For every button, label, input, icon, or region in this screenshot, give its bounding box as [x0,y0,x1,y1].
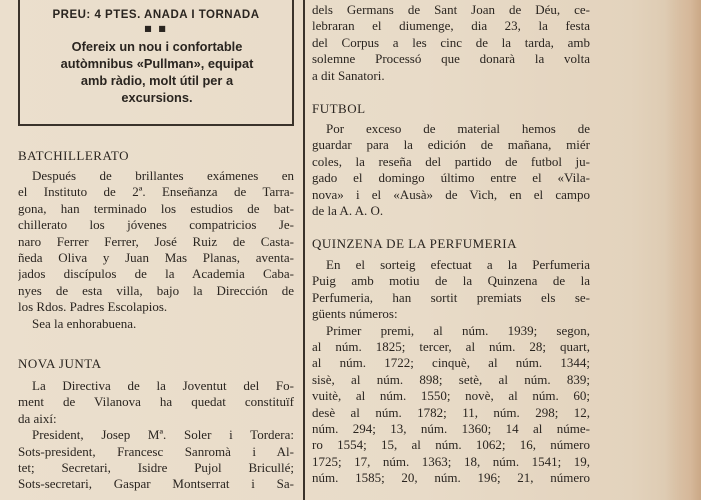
nova-junta-heading: NOVA JUNTA [18,356,102,371]
article-line: Sots-president, Francesc Sanromà i Al- [18,443,294,459]
article-line: vuitè, al núm. 1550; novè, al núm. 60; [312,388,590,404]
batxillerato-heading: BATCHILLERATO [18,148,129,163]
quinzena-heading: QUINZENA DE LA PERFUMERIA [312,236,517,251]
article-line: el Instituto de 2ª. Enseñanza de Tarra- [18,184,294,200]
futbol-article [312,121,590,219]
article-line: nova» i el «Ausà» de Vich, en el campo [312,186,590,202]
article-line: da així: [18,410,57,426]
quinzena-article [312,257,590,486]
article-line: En el sorteig efectuat a la Perfumeria [326,257,590,272]
article-line: sisè, al núm. 898; setè, al núm. 839; [312,371,590,387]
article-line: chillerato los jóvenes compatricios Je- [18,217,294,233]
article-line: tet; Secretari, Isidre Pujol Bricullé; [18,459,294,475]
article-line: ñeda Oliva y Juan Mas Planas, aventa- [18,249,294,265]
article-line: güents números: [312,306,398,322]
ad-line: amb ràdio, molt útil per a [80,73,234,88]
article-line: núm. 294; 13, núm. 1360; 14 al núme- [312,420,590,436]
article-line: Sots-secretari, Gaspar Montserrat i Sa- [18,476,294,492]
article-line: de la A. A. O. [312,202,384,218]
article-line: Primer premi, al núm. 1939; segon, [326,322,590,338]
ad-line: autòmnibus «Pullman», equipat [60,56,254,71]
article-line: los Rdos. Padres Escolapios. [18,299,168,315]
futbol-heading: FUTBOL [312,101,366,116]
article-line: a dit Sanatori. [312,67,385,83]
article-line: Perfumeria, han sortit premiats els se- [312,289,590,305]
article-line: del Corpus a les cinc de la tarda, amb [312,34,590,50]
article-line: President, Josep Mª. Soler i Tordera: [32,427,294,443]
article-line: lebraran el diumenge, dia 23, la festa [312,18,590,34]
ad-line: Ofereix un nou i confortable [71,39,243,54]
article-line: coles, la reseña del partido de futbol ju- [312,153,590,169]
article-line: desè al núm. 1782; 11, núm. 298; 12, [312,404,590,420]
article-line: núm. 1585; 20, núm. 196; 21, número [312,470,590,486]
article-line: gado el domingo último entre el «Vila- [312,170,590,186]
article-line: Después de brillantes exámenes en [32,168,294,183]
page-edge-shadow [665,0,701,500]
column-divider [303,0,305,500]
ad-ornament: ■ ■ [144,24,168,33]
article-line: ro 1554; 15, al núm. 1062; 16, número [312,437,590,453]
ad-price: PREU: 4 PTES. ANADA I TORNADA [52,9,260,21]
article-line: al núm. 1825; tercer, al núm. 28; quart, [312,338,590,354]
article-line: La Directiva de la Joventut del Fo- [32,378,294,393]
corpus-article [312,2,590,84]
right-column [312,0,597,500]
article-line: Sea la enhorabuena. [32,315,137,331]
article-line: Puig amb motiu de la Quinzena de la [312,273,590,289]
batxillerato-article [18,168,294,332]
article-line: guardar para la edición de mañana, miér [312,137,590,153]
ad-body [28,38,286,106]
ad-line: excursions. [121,90,193,105]
article-line: 1725; 17, núm. 1363; 18, núm. 1541; 19, [312,453,590,469]
left-column [18,0,296,500]
article-line: jados discípulos de la Academia Caba- [18,266,294,282]
article-line: gona, han terminado los estudios de bat- [18,200,294,216]
article-line: naro Ferrer Ferrer, José Ruiz de Casta- [18,233,294,249]
article-line: ment de Vilanova ha quedat constituïf [18,394,294,410]
nova-junta-article [18,378,294,493]
article-line: Por exceso de material hemos de [326,121,590,136]
article-line: nyes de esta villa, bajo la Dirección de [18,282,294,298]
article-line: al núm. 1722; cinquè, al núm. 1344; [312,355,590,371]
bus-advertisement [18,0,294,126]
article-line: solemne Processó que donarà la volta [312,51,590,67]
article-line: dels Germans de Sant Joan de Déu, ce- [312,2,590,17]
